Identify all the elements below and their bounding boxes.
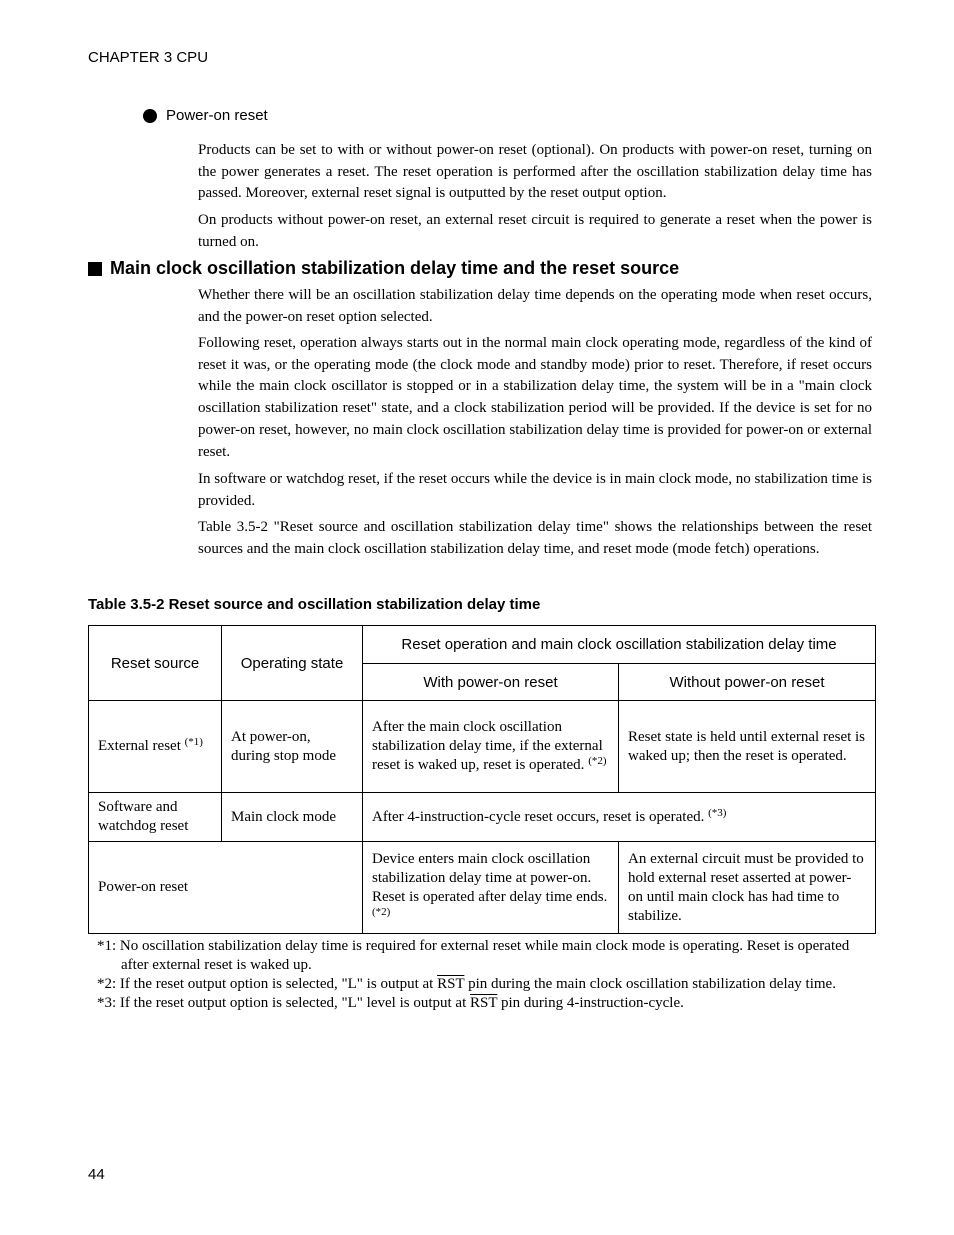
reset-source-table	[88, 625, 876, 934]
table-caption: Table 3.5-2 Reset source and oscillation stabilization delay time	[88, 596, 541, 613]
section-heading	[88, 258, 679, 279]
table-header-row	[89, 626, 876, 664]
paragraph: Whether there will be an oscillation stabilization delay time depends on the operating mode when reset occurs, and the power-on reset option selected.	[198, 287, 872, 325]
table-row	[89, 842, 876, 934]
table-notes	[97, 937, 877, 1013]
table-row	[89, 701, 876, 793]
cell-without-por: Reset state is held until external reset is waked up; then the reset is operated.	[619, 701, 876, 793]
subheading-text: Power-on reset	[166, 107, 268, 124]
cell-source: Software and watchdog reset	[89, 793, 222, 842]
footnote-ref: (*1)	[184, 736, 203, 748]
paragraph: Following reset, operation always starts out in the normal main clock operating mode, regardless of the kind of reset it was, or the operating mode (the clock mode and standby mode) prior to reset. Therefore, if reset occurs while the main clock oscillator is stopped or in a stabilization delay time, the system will be in a "main clock oscillation stabilization reset" state, and a clock stabilization period will be provided. If the device is set for no power-on reset, however, no main clock oscillation stabilization delay time is provided for power-on or external reset.	[198, 335, 872, 460]
header-without-power-on-reset: Without power-on reset	[619, 664, 876, 701]
cell-with-por: Device enters main clock oscillation stabilization delay time at power-on. Reset is operated after delay time ends. $^{(*2)}$	[363, 842, 619, 934]
footnote-ref: (*2)	[372, 905, 391, 918]
cell-without-por: An external circuit must be provided to hold external reset asserted at power-on until main clock has had time to stabilize.	[619, 842, 876, 934]
note-2: *2: If the reset output option is selected, "L" is output at $\overline{RST}$ pin during the main clock oscillation stabilization delay time.	[97, 976, 836, 992]
cell-state: Main clock mode	[222, 793, 363, 842]
header-reset-source: Reset source	[89, 626, 222, 701]
note-3: *3: If the reset output option is selected, "L" level is output at $\overline{RST}$ pin during 4-instruction-cycle.	[97, 995, 684, 1011]
rst-signal: $\overline{RST}$	[437, 976, 465, 992]
cell-state: At power-on, during stop mode	[222, 701, 363, 793]
bullet-icon	[143, 109, 157, 123]
page-number: 44	[88, 1166, 105, 1183]
paragraph: Table 3.5-2 "Reset source and oscillation stabilization delay time" shows the relationships between the reset sources and the main clock oscillation stabilization delay time, and reset mode (mode fetch) operations.	[198, 519, 872, 557]
note-1: *1: No oscillation stabilization delay time is required for external reset while main clock mode is operating. Reset is operated after external reset is waked up.	[97, 938, 850, 973]
paragraph: In software or watchdog reset, if the reset occurs while the device is in main clock mode, no stabilization time is provided.	[198, 471, 872, 509]
power-on-reset-subheading	[143, 107, 268, 124]
paragraph: On products without power-on reset, an external reset circuit is required to generate a reset when the power is turned on.	[198, 212, 872, 250]
cell-with-por: After the main clock oscillation stabilization delay time, if the external reset is waked up, reset is operated. $^{(*2)}$	[363, 701, 619, 793]
square-bullet-icon	[88, 262, 102, 276]
chapter-header: CHAPTER 3 CPU	[88, 49, 209, 66]
paragraph: Products can be set to with or without power-on reset (optional). On products with power-on reset, turning on the power generates a reset. The reset operation is performed after the oscillation stabilization delay time has passed. Moreover, external reset signal is outputted by the reset output option.	[198, 142, 872, 202]
table-row	[89, 793, 876, 842]
rst-signal: $\overline{RST}$	[470, 995, 498, 1011]
cell-source: Power-on reset	[89, 842, 363, 934]
header-operating-state: Operating state	[222, 626, 363, 701]
header-with-power-on-reset: With power-on reset	[363, 664, 619, 701]
section-heading-text: Main clock oscillation stabilization delay time and the reset source	[110, 258, 680, 278]
cell-source: External reset $^{(*1)}$	[89, 701, 222, 793]
footnote-ref: (*3)	[708, 806, 727, 819]
footnote-ref: (*2)	[588, 755, 607, 767]
cell-combined: After 4-instruction-cycle reset occurs, reset is operated. $^{(*3)}$	[363, 793, 876, 842]
header-group: Reset operation and main clock oscillation stabilization delay time	[363, 626, 876, 664]
